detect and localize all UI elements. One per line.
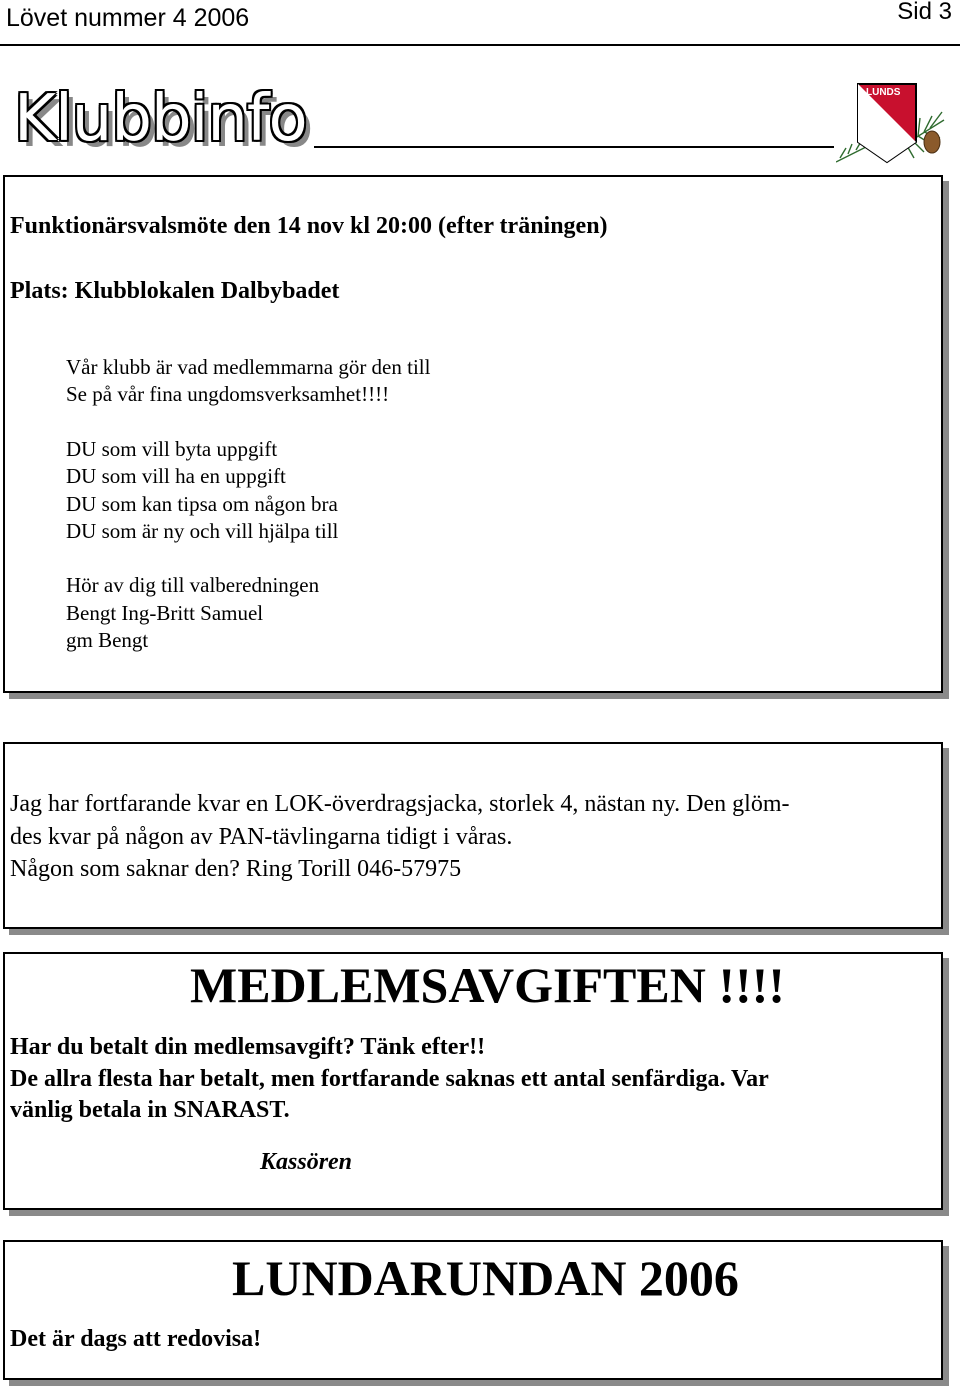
page-number: Sid 3 [897, 0, 952, 25]
box1-line: Bengt Ing-Britt Samuel [66, 601, 264, 625]
box1-line: Se på vår fina ungdomsverksamhet!!!! [66, 382, 390, 406]
logo-text-bottom: OK [886, 132, 901, 143]
membership-fee-title: MEDLEMSAVGIFTEN !!!! [190, 957, 785, 1013]
section-title: Klubbinfo [14, 82, 307, 156]
lundarundan-title: LUNDARUNDAN 2006 [232, 1250, 739, 1306]
header-divider [0, 44, 960, 46]
treasurer-signature: Kassören [260, 1149, 353, 1175]
meeting-heading: Funktionärsvalsmöte den 14 nov kl 20:00 (efter träningen) [10, 213, 608, 239]
box1-line: DU som är ny och vill hjälpa till [66, 519, 339, 543]
meeting-location: Plats: Klubblokalen Dalbybadet [10, 278, 340, 304]
box3-line: Har du betalt din medlemsavgift? Tänk efter!! [10, 1034, 486, 1060]
box1-line: Vår klubb är vad medlemmarna gör den till [66, 355, 431, 379]
publication-title: Lövet nummer 4 2006 [6, 4, 250, 32]
box2-line: Jag har fortfarande kvar en LOK-överdragsjacka, storlek 4, nästan ny. Den glöm- [10, 791, 790, 817]
pine-cone-icon [924, 131, 940, 153]
box2-line: des kvar på någon av PAN-tävlingarna tidigt i våras. [10, 824, 513, 850]
box3-line: De allra flesta har betalt, men fortfarande saknas ett antal senfärdiga. Var [10, 1066, 769, 1092]
club-logo [836, 80, 946, 170]
box1-line: Hör av dig till valberedningen [66, 573, 320, 597]
logo-text-top: LUNDS [866, 87, 901, 98]
box3-line: vänlig betala in SNARAST. [10, 1097, 290, 1123]
lundarundan-subtitle: Det är dags att redovisa! [10, 1326, 262, 1352]
box1-line: DU som vill ha en uppgift [66, 464, 286, 488]
box1-line: DU som vill byta uppgift [66, 437, 278, 461]
title-underline [314, 146, 834, 148]
box2-line: Någon som saknar den? Ring Torill 046-57975 [10, 856, 462, 882]
box1-line: gm Bengt [66, 628, 149, 652]
box1-line: DU som kan tipsa om någon bra [66, 492, 338, 516]
